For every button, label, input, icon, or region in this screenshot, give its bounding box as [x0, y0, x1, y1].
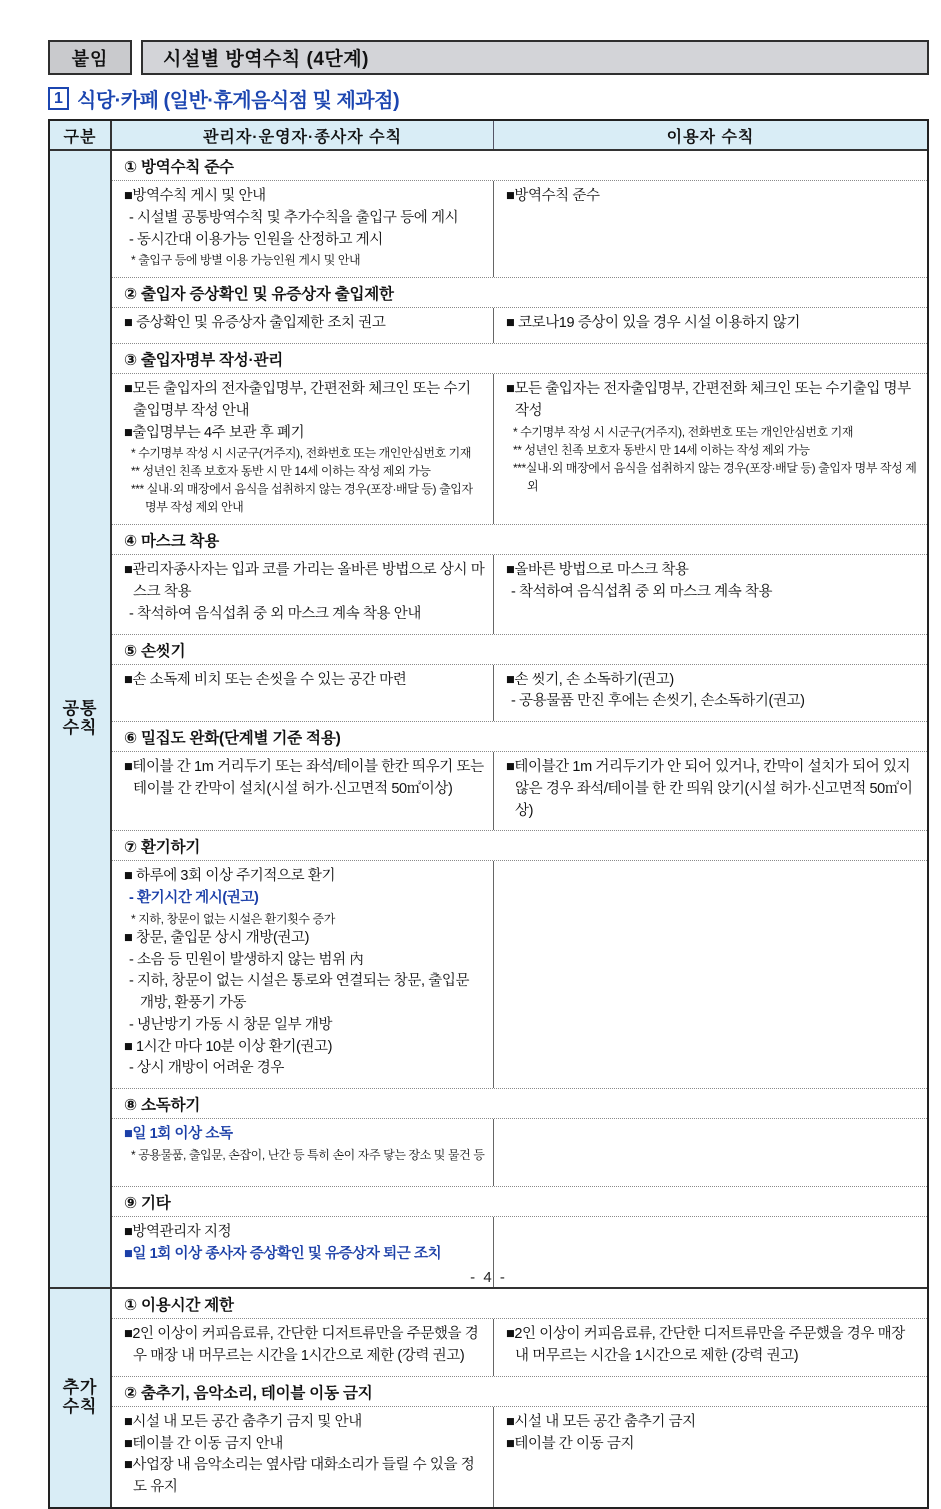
- rule-group: [50, 1287, 927, 1507]
- column-header-user: 이용자 수칙: [666, 128, 755, 146]
- group-sections: [112, 1289, 927, 1507]
- rule-line: ■관리자종사자는 입과 코를 가리는 올바른 방법으로 상시 마스크 착용: [124, 562, 485, 600]
- rule-line: - 착석하여 음식섭취 중 외 마스크 계속 착용 안내: [129, 605, 421, 622]
- section-heading: ① 이용시간 제한: [112, 1289, 927, 1319]
- section-heading: ⑤ 손씻기: [112, 635, 927, 665]
- user-cell: [494, 374, 927, 524]
- group-label-line: 공통: [62, 699, 98, 719]
- rule-line: ■모든 출입자는 전자출입명부, 간편전화 체크인 또는 수기출입 명부 작성: [506, 381, 911, 419]
- manager-cell: [112, 1319, 494, 1376]
- rule-line: ■ 코로나19 증상이 있을 경우 시설 이용하지 않기: [506, 315, 801, 332]
- section-heading: ⑥ 밀집도 완화(단계별 기준 적용): [112, 722, 927, 752]
- rule-line: - 냉난방기 가동 시 창문 일부 개방: [129, 1016, 333, 1033]
- rule-line: ■테이블 간 이동 금지 안내: [124, 1435, 283, 1452]
- rule-line: ■손 씻기, 손 소독하기(권고): [506, 671, 674, 688]
- section-number-box: [48, 87, 69, 110]
- page-number: - 4 -: [470, 1269, 507, 1286]
- rule-line: ■테이블간 1m 거리두기가 안 되어 있거나, 칸막이 설치가 되어 있지 않은 경우 좌석/테이블 한 칸 띄워 앉기(시설 허가·신고면적 50㎡이상): [506, 759, 913, 819]
- user-cell: [494, 1119, 927, 1186]
- rule-line: ** 성년인 친족 보호자 동반시 만 14세 이하는 작성 제외 가능: [513, 442, 810, 457]
- section-title-row: [48, 84, 929, 113]
- group-label-line: 추가: [62, 1378, 98, 1398]
- rule-line: - 지하, 창문이 없는 시설은 통로와 연결되는 창문, 출입문 개방, 환풍기 가동: [129, 973, 470, 1011]
- section-row: [112, 1119, 927, 1187]
- rule-line: - 시설별 공통방역수칙 및 추가수칙을 출입구 등에 게시: [129, 209, 459, 226]
- rule-line: ■2인 이상이 커피음료류, 간단한 디저트류만을 주문했을 경우 매장 내 머무르는 시간을 1시간으로 제한 (강력 권고): [506, 1326, 905, 1364]
- rule-line: * 수기명부 작성 시 시군구(거주지), 전화번호 또는 개인안심번호 기재: [131, 446, 472, 461]
- group-label-line: 수칙: [62, 718, 98, 738]
- user-cell: [494, 1319, 927, 1376]
- rule-line: ■ 하루에 3회 이상 주기적으로 환기: [124, 868, 336, 885]
- section-row: [112, 665, 927, 723]
- document-title: 시설별 방역수칙 (4단계): [163, 49, 369, 70]
- section-title: 식당·카페 (일반·휴게음식점 및 제과점): [77, 90, 400, 112]
- section-heading: ③ 출입자명부 작성·관리: [112, 344, 927, 374]
- section-row: [112, 181, 927, 278]
- section-number: 1: [54, 89, 63, 107]
- rule-line: * 출입구 등에 방별 이용 가능인원 게시 및 안내: [131, 253, 361, 268]
- rule-line: - 착석하여 음식섭취 중 외 마스크 계속 착용: [511, 584, 773, 600]
- manager-cell: [112, 308, 494, 343]
- section-heading: ② 춤추기, 음악소리, 테이블 이동 금지: [112, 1377, 927, 1407]
- rule-line: - 동시간대 이용가능 인원을 산정하고 게시: [129, 231, 383, 248]
- group-label: [50, 1289, 112, 1507]
- rule-line: ■모든 출입자의 전자출입명부, 간편전화 체크인 또는 수기 출입명부 작성 안내: [124, 381, 471, 419]
- rule-line: ** 성년인 친족 보호자 동반 시 만 14세 이하는 작성 제외 가능: [131, 464, 431, 479]
- manager-cell: [112, 665, 494, 722]
- rule-line: ■ 증상확인 및 유증상자 출입제한 조치 권고: [124, 315, 386, 332]
- user-cell: [494, 1407, 927, 1507]
- rule-line: - 공용물품 만진 후에는 손씻기, 손소독하기(권고): [511, 693, 805, 710]
- rule-line: - 소음 등 민원이 발생하지 않는 범위 內: [129, 951, 364, 968]
- rule-line: ■시설 내 모든 공간 춤추기 금지: [506, 1413, 696, 1430]
- user-cell: [494, 861, 927, 1088]
- section-heading: ⑦ 환기하기: [112, 831, 927, 861]
- attachment-label: 붙임: [71, 48, 109, 69]
- document-title-bar: [141, 40, 929, 75]
- rule-line: ■방역수칙 준수: [506, 188, 600, 204]
- section-row: [112, 1407, 927, 1507]
- user-cell: [494, 181, 927, 277]
- user-cell: [494, 555, 927, 633]
- section-heading: ④ 마스크 착용: [112, 525, 927, 555]
- user-cell: [494, 752, 927, 830]
- manager-cell: [112, 861, 494, 1088]
- column-header-category: 구분: [50, 121, 112, 149]
- section-row: [112, 374, 927, 525]
- section-heading: ⑧ 소독하기: [112, 1089, 927, 1119]
- rule-line: ■출입명부는 4주 보관 후 폐기: [124, 424, 305, 441]
- rule-line: ***실내·외 매장에서 음식을 섭취하지 않는 경우(포장·배달 등) 출입자 명부 작성 제외: [513, 460, 917, 493]
- section-row: [112, 752, 927, 831]
- group-label-line: 수칙: [62, 1397, 98, 1416]
- section-heading: ⑨ 기타: [112, 1187, 927, 1217]
- section-heading: ② 출입자 증상확인 및 유증상자 출입제한: [112, 278, 927, 308]
- rule-line: - 상시 개방이 어려운 경우: [129, 1060, 285, 1077]
- rule-line: * 공용물품, 출입문, 손잡이, 난간 등 특히 손이 자주 닿는 장소 및 물건 등: [131, 1147, 485, 1162]
- rule-line: * 수기명부 작성 시 시군구(거주지), 전화번호 또는 개인안심번호 기재: [513, 424, 854, 439]
- section-row: [112, 1319, 927, 1377]
- rule-line: ■2인 이상이 커피음료류, 간단한 디저트류만을 주문했을 경우 매장 내 머무르는 시간을 1시간으로 제한 (강력 권고): [124, 1326, 479, 1364]
- rule-line: ■방역관리자 지정: [124, 1223, 232, 1240]
- section-heading: ① 방역수칙 준수: [112, 151, 927, 181]
- rule-line: ■ 창문, 출입문 상시 개방(권고): [124, 929, 310, 946]
- rule-line: ■테이블 간 이동 금지: [506, 1435, 635, 1452]
- group-label: [50, 151, 112, 1287]
- user-cell: [494, 308, 927, 343]
- manager-cell: [112, 752, 494, 830]
- rules-table: [48, 119, 929, 1509]
- section-row: [112, 555, 927, 634]
- document-header: [48, 40, 929, 75]
- manager-cell: [112, 1407, 494, 1507]
- rule-line: ■사업장 내 음악소리는 옆사람 대화소리가 들릴 수 있을 정도 유지: [124, 1457, 475, 1495]
- section-row: [112, 861, 927, 1089]
- table-body: [50, 151, 927, 1507]
- rule-line: ■손 소독제 비치 또는 손씻을 수 있는 공간 마련: [124, 671, 407, 688]
- manager-cell: [112, 1119, 494, 1186]
- user-cell: [494, 665, 927, 722]
- group-sections: [112, 151, 927, 1287]
- manager-cell: [112, 181, 494, 277]
- rule-line: ■테이블 간 1m 거리두기 또는 좌석/테이블 한칸 띄우기 또는 테이블 간 칸막이 설치(시설 허가·신고면적 50㎡이상): [124, 759, 484, 797]
- rule-line: ■ 1시간 마다 10분 이상 환기(권고): [124, 1038, 333, 1055]
- rule-line: - 환기시간 게시(권고): [129, 890, 259, 906]
- attachment-label-box: [48, 40, 132, 75]
- rule-line: ■일 1회 이상 소독: [124, 1126, 233, 1142]
- rule-line: ■방역수칙 게시 및 안내: [124, 188, 266, 204]
- column-header-manager: 관리자·운영자·종사자 수칙: [112, 121, 494, 149]
- rule-line: ■시설 내 모든 공간 춤추기 금지 및 안내: [124, 1413, 362, 1430]
- rule-group: [50, 151, 927, 1287]
- section-row: [112, 308, 927, 344]
- manager-cell: [112, 374, 494, 524]
- rule-line: *** 실내·외 매장에서 음식을 섭취하지 않는 경우(포장·배달 등) 출입자 명부 작성 제외 안내: [131, 482, 473, 515]
- manager-cell: [112, 555, 494, 633]
- rule-line: * 지하, 창문이 없는 시설은 환기횟수 증가: [131, 911, 335, 926]
- rule-line: ■올바른 방법으로 마스크 착용: [506, 562, 689, 579]
- table-header-row: [50, 121, 927, 151]
- rule-line: ■일 1회 이상 종사자 증상확인 및 유증상자 퇴근 조치: [124, 1245, 442, 1262]
